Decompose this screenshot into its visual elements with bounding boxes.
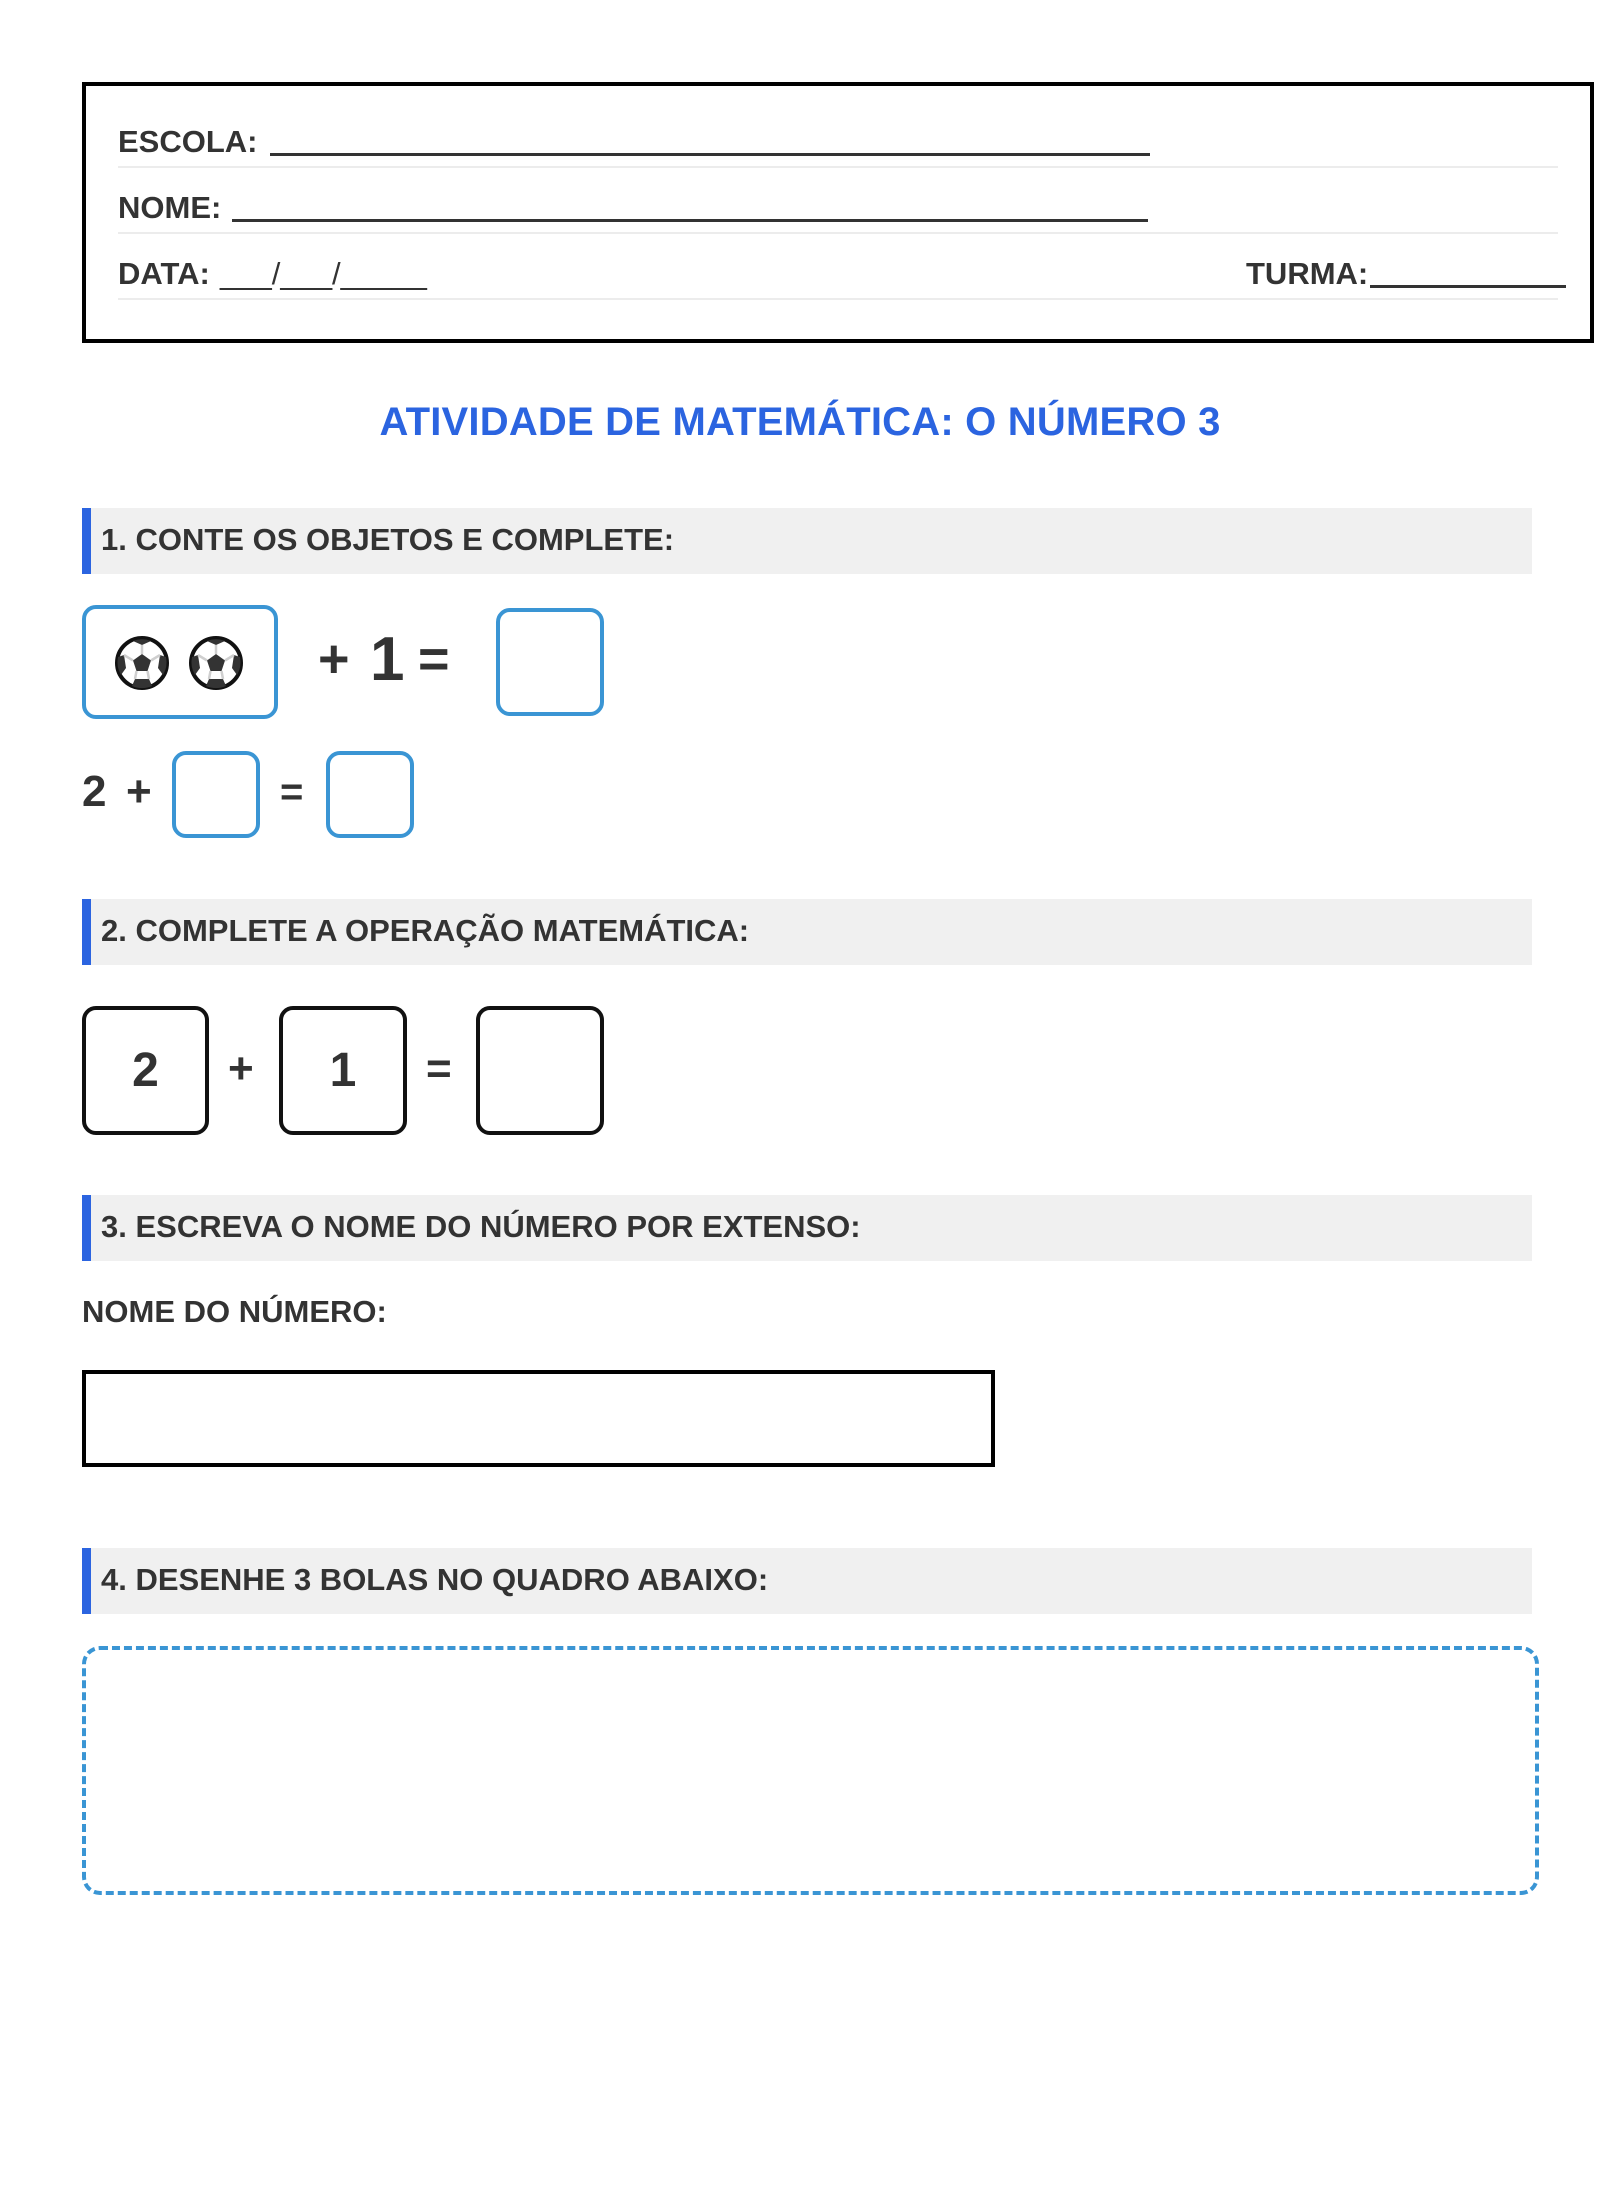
date-class-row [118,232,1558,300]
school-row [118,100,1558,168]
class-label: TURMA: [1246,256,1369,291]
name-row [118,166,1558,234]
section-4-header [82,1548,1532,1614]
section-1-header [82,508,1532,574]
student-info-box [82,82,1594,343]
plus-sign: + [228,1044,254,1093]
school-input-line[interactable] [270,153,1150,156]
date-input-blank[interactable]: ___/___/_____ [220,256,427,291]
name-label: NOME: [118,190,222,225]
operand-b-box [279,1006,407,1135]
objects-box [82,605,278,719]
result-box[interactable] [476,1006,604,1135]
drawing-area[interactable] [82,1646,1539,1895]
equals-sign: = [280,770,304,814]
class-input-line[interactable] [1370,285,1566,288]
number-name-input[interactable] [82,1370,995,1467]
section-4-title: 4. DESENHE 3 BOLAS NO QUADRO ABAIXO: [101,1562,769,1597]
section-2-header [82,899,1532,965]
sum-box[interactable] [326,751,414,838]
school-label: ESCOLA: [118,124,258,159]
addend-number: 1 [370,625,405,694]
plus-sign: + [126,767,152,816]
first-number: 2 [82,767,107,816]
name-input-line[interactable] [232,219,1148,222]
page-title: ATIVIDADE DE MATEMÁTICA: O NÚMERO 3 [379,400,1221,444]
operand-b: 1 [329,1044,357,1097]
operand-a: 2 [132,1044,159,1097]
equals-sign: = [426,1044,452,1093]
operand-a-box [82,1006,209,1135]
section-1-title: 1. CONTE OS OBJETOS E COMPLETE: [101,522,675,557]
answer-box[interactable] [496,608,604,716]
soccer-ball-icon [114,635,170,691]
plus-sign: + [318,629,350,689]
equals-sign: = [418,629,450,689]
date-label: DATA: [118,256,210,291]
section-2-title: 2. COMPLETE A OPERAÇÃO MATEMÁTICA: [101,913,750,948]
section-3-header [82,1195,1532,1261]
number-name-label: NOME DO NÚMERO: [82,1294,387,1329]
missing-addend-box[interactable] [172,751,260,838]
soccer-ball-icon [188,635,244,691]
section-3-title: 3. ESCREVA O NOME DO NÚMERO POR EXTENSO: [101,1209,861,1244]
